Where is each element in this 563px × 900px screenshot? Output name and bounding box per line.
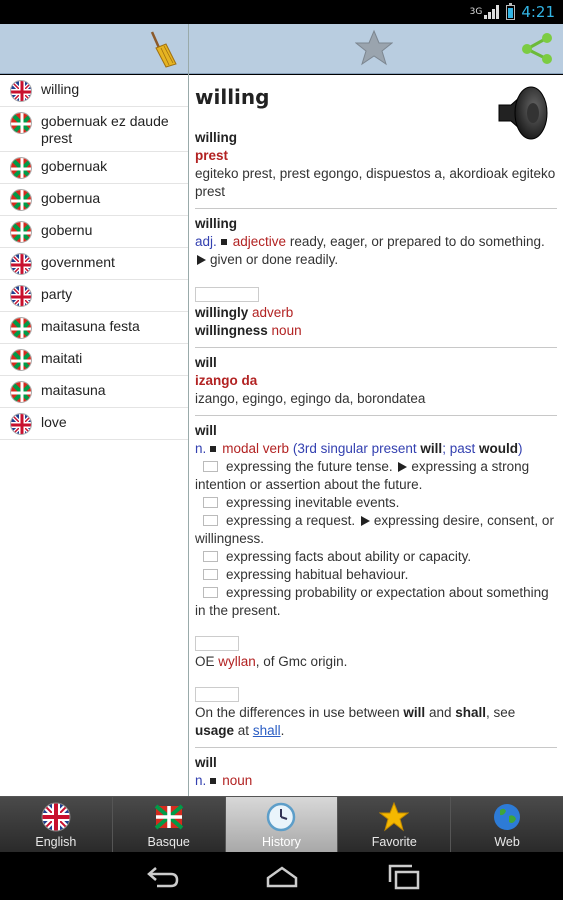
origin-box bbox=[195, 636, 239, 651]
history-item[interactable] bbox=[0, 280, 188, 312]
grammar-note: (3rd singular present bbox=[292, 441, 417, 456]
sense: expressing a request. bbox=[226, 513, 356, 528]
sense-marker bbox=[203, 515, 218, 526]
headword: willing bbox=[195, 85, 270, 109]
usage-text: , see bbox=[486, 705, 516, 720]
arrow-icon bbox=[398, 462, 407, 472]
history-item-label: maitasuna festa bbox=[41, 318, 140, 334]
basque-flag-icon bbox=[10, 381, 32, 403]
synonyms: egiteko prest, prest egongo, dispuestos a, akordioak egiteko prest bbox=[195, 166, 556, 199]
home-icon[interactable] bbox=[262, 864, 302, 890]
history-item[interactable] bbox=[0, 376, 188, 408]
tab-english[interactable] bbox=[0, 797, 113, 852]
sense-marker bbox=[203, 461, 218, 472]
separator: ) bbox=[518, 441, 523, 456]
tab-basque[interactable] bbox=[113, 797, 226, 852]
history-item-label: gobernua bbox=[41, 190, 101, 206]
history-item-label: maitati bbox=[41, 350, 83, 366]
grammar-note: past bbox=[449, 441, 476, 456]
arrow-icon bbox=[361, 516, 370, 526]
usage-text: . bbox=[280, 723, 285, 738]
uk-flag-icon bbox=[10, 253, 32, 275]
derivative-pos: adverb bbox=[252, 305, 294, 320]
inflection: would bbox=[479, 441, 519, 456]
entry-block-3 bbox=[195, 348, 557, 416]
sense-marker bbox=[203, 569, 218, 580]
history-item-label: government bbox=[41, 254, 115, 270]
entry-word: willing bbox=[195, 216, 237, 231]
usage-link[interactable]: shall bbox=[252, 723, 281, 738]
history-item[interactable] bbox=[0, 408, 188, 440]
pos-category: noun bbox=[222, 773, 253, 788]
usage-text: and bbox=[428, 705, 452, 720]
tab-web[interactable] bbox=[451, 797, 563, 852]
star-icon bbox=[379, 802, 409, 832]
history-item[interactable] bbox=[0, 75, 188, 107]
inflection: will bbox=[420, 441, 443, 456]
pos-abbrev: adj. bbox=[195, 234, 217, 249]
tab-label: English bbox=[35, 835, 77, 849]
tab-favorite[interactable] bbox=[338, 797, 451, 852]
basque-flag-icon bbox=[10, 157, 32, 179]
uk-flag-icon bbox=[10, 413, 32, 435]
sense: expressing habitual behaviour. bbox=[226, 567, 409, 582]
tab-history[interactable] bbox=[226, 797, 339, 852]
signal-type-label: 3G bbox=[469, 7, 483, 17]
sense-marker bbox=[203, 551, 218, 562]
entry-word: willing bbox=[195, 130, 237, 145]
translation[interactable]: prest bbox=[195, 148, 229, 163]
usage-word: will bbox=[403, 705, 426, 720]
separator: ; bbox=[442, 441, 446, 456]
clock: 4:21 bbox=[521, 3, 555, 21]
translation[interactable]: izango da bbox=[195, 373, 258, 388]
sense-marker bbox=[203, 497, 218, 508]
basque-flag-icon bbox=[10, 189, 32, 211]
origin-word: wyllan bbox=[218, 654, 256, 669]
derivative-word: willingly bbox=[195, 305, 249, 320]
usage-text: at bbox=[237, 723, 250, 738]
history-item-label: party bbox=[41, 286, 73, 302]
signal-icon bbox=[484, 5, 500, 19]
entry-word: will bbox=[195, 423, 217, 438]
bullet-square bbox=[210, 778, 216, 784]
globe-icon bbox=[492, 802, 522, 832]
history-list bbox=[0, 75, 188, 796]
uk-flag-icon bbox=[41, 802, 71, 832]
history-item[interactable] bbox=[0, 216, 188, 248]
history-item-label: gobernuak ez daude prest bbox=[41, 113, 169, 146]
history-item[interactable] bbox=[0, 152, 188, 184]
basque-flag-icon bbox=[10, 349, 32, 371]
entry-panel bbox=[189, 75, 563, 796]
bullet-square bbox=[221, 239, 227, 245]
basque-flag-icon bbox=[154, 802, 184, 832]
speaker-icon[interactable] bbox=[495, 83, 551, 143]
bottom-tab-bar bbox=[0, 796, 563, 852]
history-item[interactable] bbox=[0, 248, 188, 280]
history-item-label: maitasuna bbox=[41, 382, 106, 398]
derivative-word: willingness bbox=[195, 323, 268, 338]
sense-marker bbox=[203, 587, 218, 598]
history-item-label: gobernu bbox=[41, 222, 93, 238]
origin-suffix: , of Gmc origin. bbox=[255, 654, 348, 669]
arrow-icon bbox=[197, 255, 206, 265]
entry-block-4 bbox=[195, 416, 557, 748]
broom-icon[interactable] bbox=[146, 30, 178, 68]
pos-abbrev: n. bbox=[195, 773, 207, 788]
favorite-star-icon[interactable] bbox=[355, 29, 393, 67]
usage-box bbox=[195, 687, 239, 702]
derivatives-box bbox=[195, 287, 259, 302]
synonyms: izango, egingo, egingo da, borondatea bbox=[195, 391, 426, 406]
sense: expressing a strong intention or assertion about the future. bbox=[195, 459, 530, 492]
uk-flag-icon bbox=[10, 80, 32, 102]
tab-label: Web bbox=[494, 835, 520, 849]
definition: ready, eager, or prepared to do something. bbox=[289, 234, 545, 249]
system-nav-bar bbox=[0, 852, 563, 900]
history-item[interactable] bbox=[0, 184, 188, 216]
sense: expressing inevitable events. bbox=[226, 495, 400, 510]
history-item-label: gobernuak bbox=[41, 158, 108, 174]
pos-category: adjective bbox=[232, 234, 287, 249]
pos-category: modal verb bbox=[222, 441, 290, 456]
entry-block-5 bbox=[195, 748, 557, 796]
entry-toolbar bbox=[189, 24, 563, 74]
usage-text: On the differences in use between bbox=[195, 705, 400, 720]
recent-apps-icon[interactable] bbox=[384, 864, 424, 890]
history-item[interactable] bbox=[0, 344, 188, 376]
history-item-label: willing bbox=[41, 81, 80, 97]
entry-word: will bbox=[195, 755, 217, 770]
share-icon[interactable] bbox=[519, 30, 555, 66]
history-item-label: love bbox=[41, 414, 67, 430]
entry-block-2 bbox=[195, 209, 557, 348]
basque-flag-icon bbox=[10, 221, 32, 243]
basque-flag-icon bbox=[10, 317, 32, 339]
sense: expressing desire, consent, or willingness. bbox=[195, 513, 554, 546]
history-item[interactable] bbox=[0, 312, 188, 344]
clock-icon bbox=[266, 802, 296, 832]
battery-icon bbox=[506, 5, 515, 20]
uk-flag-icon bbox=[10, 285, 32, 307]
sense: expressing probability or expectation about something in the present. bbox=[195, 585, 549, 618]
back-icon[interactable] bbox=[143, 864, 183, 890]
origin-prefix: OE bbox=[195, 654, 215, 669]
definition: given or done readily. bbox=[210, 252, 339, 267]
tab-label: History bbox=[262, 835, 301, 849]
basque-flag-icon bbox=[10, 112, 32, 134]
sense: expressing the future tense. bbox=[226, 459, 393, 474]
usage-word: usage bbox=[195, 723, 235, 738]
sense: expressing facts about ability or capacity. bbox=[226, 549, 472, 564]
history-toolbar bbox=[0, 24, 188, 74]
usage-word: shall bbox=[455, 705, 486, 720]
tab-label: Favorite bbox=[371, 835, 417, 849]
history-item[interactable] bbox=[0, 107, 188, 152]
bullet-square bbox=[210, 446, 216, 452]
status-bar bbox=[0, 0, 563, 24]
tab-label: Basque bbox=[147, 835, 190, 849]
entry-word: will bbox=[195, 355, 217, 370]
pos-abbrev: n. bbox=[195, 441, 207, 456]
derivative-pos: noun bbox=[271, 323, 302, 338]
